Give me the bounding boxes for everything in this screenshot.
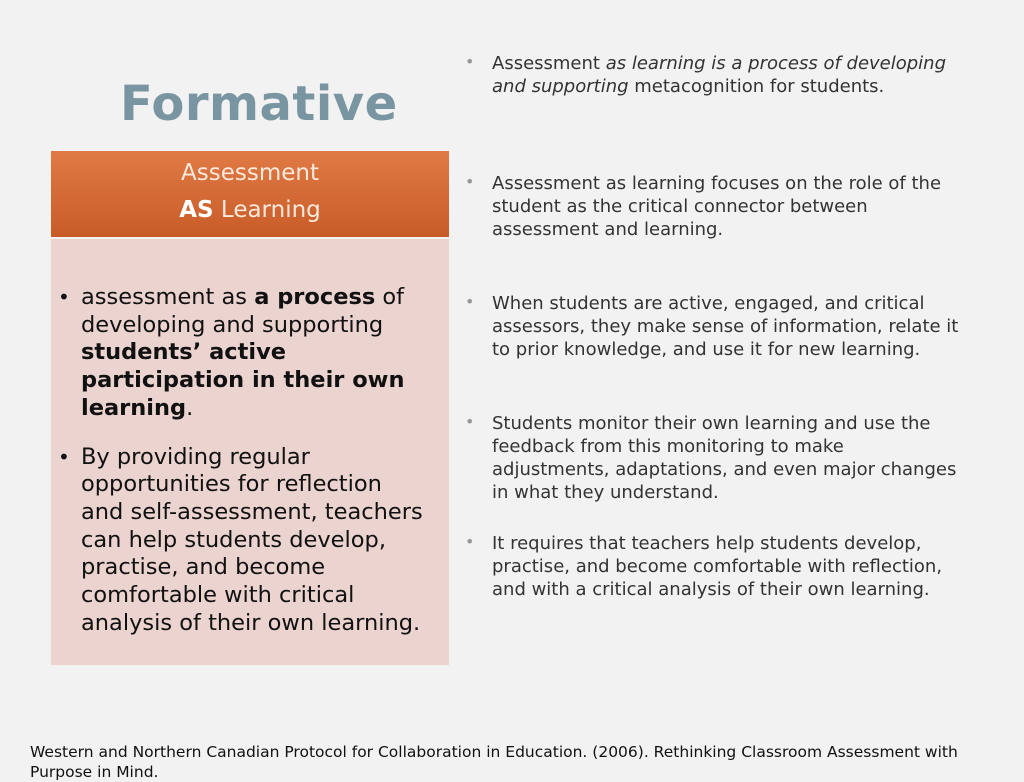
right-bullet-item xyxy=(465,172,965,292)
right-bullet-item xyxy=(465,412,965,532)
bullet-icon: • xyxy=(465,532,475,551)
box-header-line1: Assessment xyxy=(181,160,319,186)
slide-title: Formative xyxy=(120,76,398,132)
right-bullet-item xyxy=(465,532,965,652)
bullet-icon: • xyxy=(465,172,475,191)
right-bullet-text: Students monitor their own learning and use the feedback from this monitoring to make adjustments, adaptations, and even major changes in what they understand. xyxy=(492,413,957,503)
right-bullet-list xyxy=(465,52,965,652)
right-bullet-item xyxy=(465,52,965,172)
citation-footer: Western and Northern Canadian Protocol for Collaboration in Education. (2006). Rethinking Classroom Assessment with Purpose in Mind. xyxy=(30,743,958,781)
bullet-icon: • xyxy=(465,412,475,431)
bullet-icon: • xyxy=(58,444,70,469)
left-bullet-text: . xyxy=(186,394,194,421)
box-header-as: AS xyxy=(179,197,214,223)
left-bullet-text: of developing and supporting xyxy=(81,284,405,338)
left-bullet-bold: students’ active participation in their own learning xyxy=(81,339,405,421)
right-bullet-text: When students are active, engaged, and critical assessors, they make sense of information, relate it to prior knowledge, and use it for new learning. xyxy=(492,293,959,360)
left-bullet-list xyxy=(58,284,428,658)
box-header-line2 xyxy=(51,192,449,229)
bullet-icon: • xyxy=(465,52,475,71)
left-bullet-text: By providing regular opportunities for reflection and self-assessment, teachers can help students develop, practise, and become comfortable with critical analysis of their own learning. xyxy=(81,443,423,636)
left-bullet-item xyxy=(58,444,428,638)
right-bullet-text: metacognition for students. xyxy=(628,76,885,97)
right-bullet-text: Assessment xyxy=(492,53,606,74)
bullet-icon: • xyxy=(58,285,70,309)
left-bullet-text: assessment as xyxy=(81,284,255,310)
left-bullet-item xyxy=(58,284,428,423)
bullet-icon: • xyxy=(465,292,475,311)
box-header xyxy=(51,151,449,237)
right-bullet-text: It requires that teachers help students develop, practise, and become comfortable with reflection, and with a critical analysis of their own learning. xyxy=(492,533,943,600)
right-bullet-item xyxy=(465,292,965,412)
right-bullet-italic: as learning is a process of developing and supporting xyxy=(492,53,947,97)
right-bullet-text: Assessment as learning focuses on the role of the student as the critical connector between assessment and learning. xyxy=(492,173,942,240)
left-bullet-bold: a process xyxy=(254,284,376,310)
box-header-learning: Learning xyxy=(220,197,321,223)
